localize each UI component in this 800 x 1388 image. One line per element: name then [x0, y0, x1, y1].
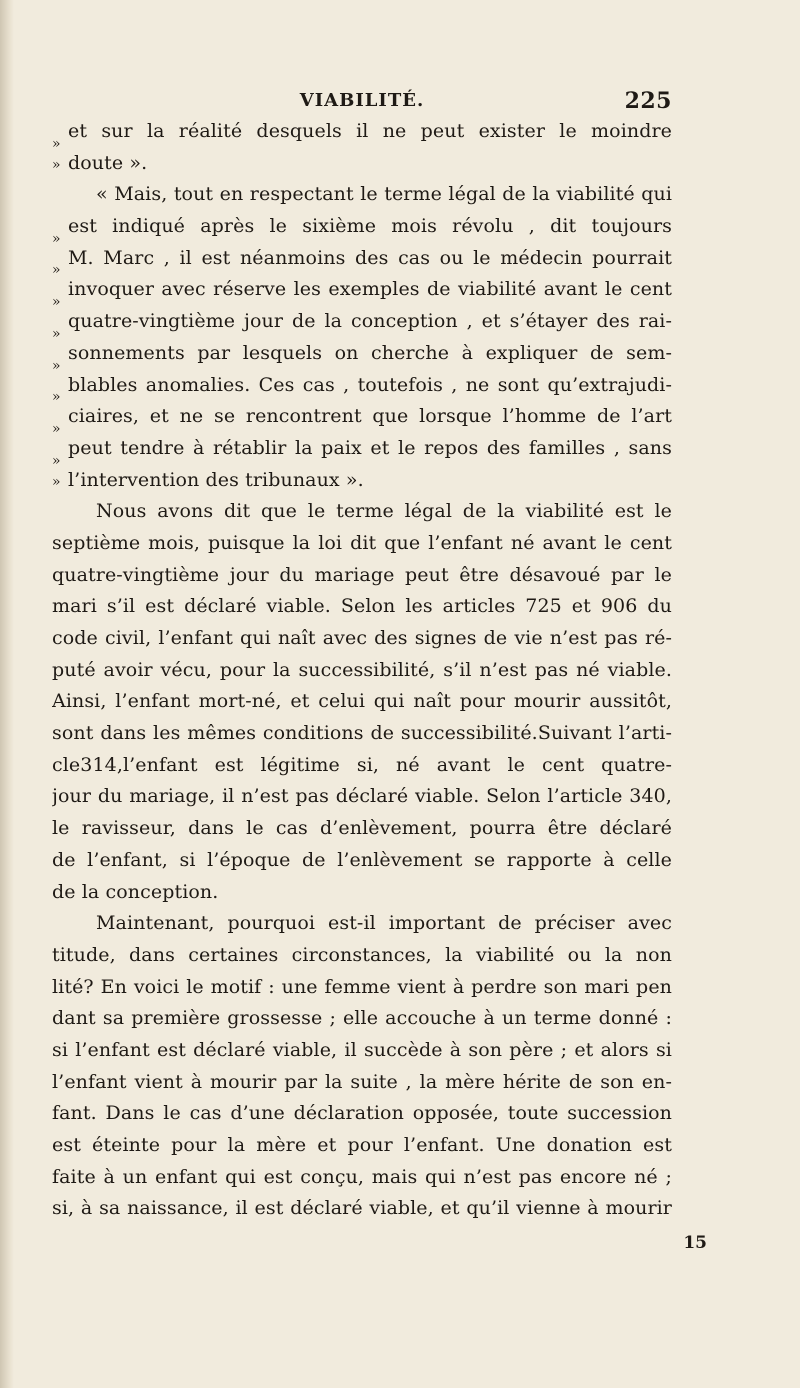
- line-text: si, à sa naissance, il est déclaré viable, et qu’il vienne à mourir: [52, 1197, 672, 1220]
- line-text: cle314,l’enfant est légitime si, né avant le cent quatre-: [52, 753, 672, 776]
- text-line: [52, 1035, 672, 1067]
- text-line: [52, 940, 672, 972]
- page-number: 225: [624, 88, 672, 114]
- text-line: [52, 243, 672, 279]
- text-line: [52, 1193, 672, 1225]
- book-page: [52, 82, 672, 1312]
- text-line: [52, 528, 672, 560]
- text-line: [52, 591, 672, 623]
- text-line: [52, 623, 672, 655]
- text-line: [52, 781, 672, 813]
- page-edge: [0, 0, 14, 1388]
- line-text: quatre-vingtième jour de la conception , et s’étayer des rai-: [68, 310, 672, 333]
- quote-mark: »: [52, 357, 61, 374]
- line-text: sonnements par lesquels on cherche à expliquer de sem-: [68, 341, 672, 364]
- text-line: [52, 560, 672, 592]
- text-line: [52, 908, 672, 940]
- body-text: [52, 116, 672, 1225]
- line-text: le ravisseur, dans le cas d’enlèvement, pourra être déclaré: [52, 817, 672, 840]
- text-line: [52, 686, 672, 718]
- text-line: [52, 813, 672, 845]
- quote-mark: »: [52, 389, 61, 406]
- line-text: peut tendre à rétablir la paix et le repos des familles , sans: [68, 436, 672, 459]
- line-text: Ainsi, l’enfant mort-né, et celui qui naît pour mourir aussitôt,: [52, 690, 672, 713]
- text-line: [52, 370, 672, 406]
- line-text: doute ».: [68, 151, 148, 174]
- signature-mark: 15: [683, 1233, 707, 1253]
- quote-mark: »: [52, 135, 61, 152]
- text-line: [52, 496, 672, 528]
- page-header: [52, 82, 672, 116]
- text-line: [52, 1162, 672, 1194]
- text-line: [52, 718, 672, 750]
- line-text: et sur la réalité desquels il ne peut exister le moindre: [68, 120, 672, 142]
- quote-mark: »: [52, 420, 61, 437]
- line-text: est indiqué après le sixième mois révolu , dit toujours: [68, 215, 672, 238]
- text-line: [52, 1003, 672, 1035]
- text-line: [52, 845, 672, 877]
- text-line: [52, 401, 672, 437]
- text-line: [52, 306, 672, 342]
- text-line: [52, 179, 672, 211]
- line-text: titude, dans certaines circonstances, la viabilité ou la non: [52, 943, 672, 966]
- quote-mark: »: [52, 473, 61, 490]
- quote-mark: »: [52, 230, 61, 247]
- line-text: sont dans les mêmes conditions de successibilité.Suivant l’arti-: [52, 722, 672, 745]
- line-text: jour du mariage, il n’est pas déclaré viable. Selon l’article 340,: [52, 785, 672, 808]
- line-text: lité? En voici le motif : une femme vient à perdre son mari pen: [52, 975, 672, 998]
- line-text: mari s’il est déclaré viable. Selon les articles 725 et 906 du: [52, 595, 672, 618]
- line-text: M. Marc , il est néanmoins des cas ou le médecin pourrait: [68, 246, 672, 269]
- line-text: puté avoir vécu, pour la successibilité, s’il n’est pas né viable.: [52, 658, 672, 681]
- line-text: septième mois, puisque la loi dit que l’enfant né avant le cent: [52, 531, 672, 554]
- text-line: [52, 274, 672, 311]
- line-text: faite à un enfant qui est conçu, mais qui n’est pas encore né ;: [52, 1165, 672, 1188]
- line-text: blables anomalies. Ces cas , toutefois , ne sont qu’extrajudi-: [68, 373, 672, 396]
- line-text: quatre-vingtième jour du mariage peut être désavoué par le: [52, 563, 672, 586]
- line-text: « Mais, tout en respectant le terme légal de la viabilité qui: [96, 183, 672, 206]
- quote-mark: »: [52, 452, 61, 469]
- line-text: de la conception.: [52, 880, 219, 903]
- text-line: [52, 750, 672, 782]
- text-line: [52, 148, 672, 180]
- text-line: [52, 433, 672, 469]
- line-text: code civil, l’enfant qui naît avec des signes de vie n’est pas ré-: [52, 627, 672, 649]
- line-text: ciaires, et ne se rencontrent que lorsque l’homme de l’art: [68, 405, 672, 428]
- line-text: l’enfant vient à mourir par la suite , la mère hérite de son en-: [52, 1070, 672, 1093]
- text-line: [52, 465, 672, 497]
- text-line: [52, 972, 672, 1004]
- text-line: [52, 1130, 672, 1162]
- text-line: [52, 338, 672, 374]
- text-line: [52, 116, 672, 152]
- text-line: [52, 1067, 672, 1099]
- line-text: invoquer avec réserve les exemples de viabilité avant le cent: [68, 278, 672, 301]
- text-line: [52, 1098, 672, 1130]
- running-title: VIABILITÉ.: [299, 90, 425, 111]
- line-text: fant. Dans le cas d’une déclaration opposée, toute succession: [52, 1102, 672, 1125]
- line-text: si l’enfant est déclaré viable, il succède à son père ; et alors si: [52, 1038, 672, 1061]
- line-text: est éteinte pour la mère et pour l’enfant. Une donation est: [52, 1134, 672, 1156]
- text-line: [52, 211, 672, 247]
- text-line: [52, 877, 672, 909]
- quote-mark: »: [52, 294, 61, 311]
- line-text: dant sa première grossesse ; elle accouche à un terme donné :: [52, 1007, 672, 1030]
- quote-mark: »: [52, 262, 61, 279]
- quote-mark: »: [52, 156, 61, 173]
- line-text: de l’enfant, si l’époque de l’enlèvement se rapporte à celle: [52, 848, 672, 871]
- line-text: l’intervention des tribunaux ».: [68, 468, 364, 491]
- line-text: Maintenant, pourquoi est-il important de préciser avec: [96, 912, 672, 935]
- quote-mark: »: [52, 325, 61, 342]
- text-line: [52, 655, 672, 687]
- line-text: Nous avons dit que le terme légal de la viabilité est le: [96, 500, 672, 523]
